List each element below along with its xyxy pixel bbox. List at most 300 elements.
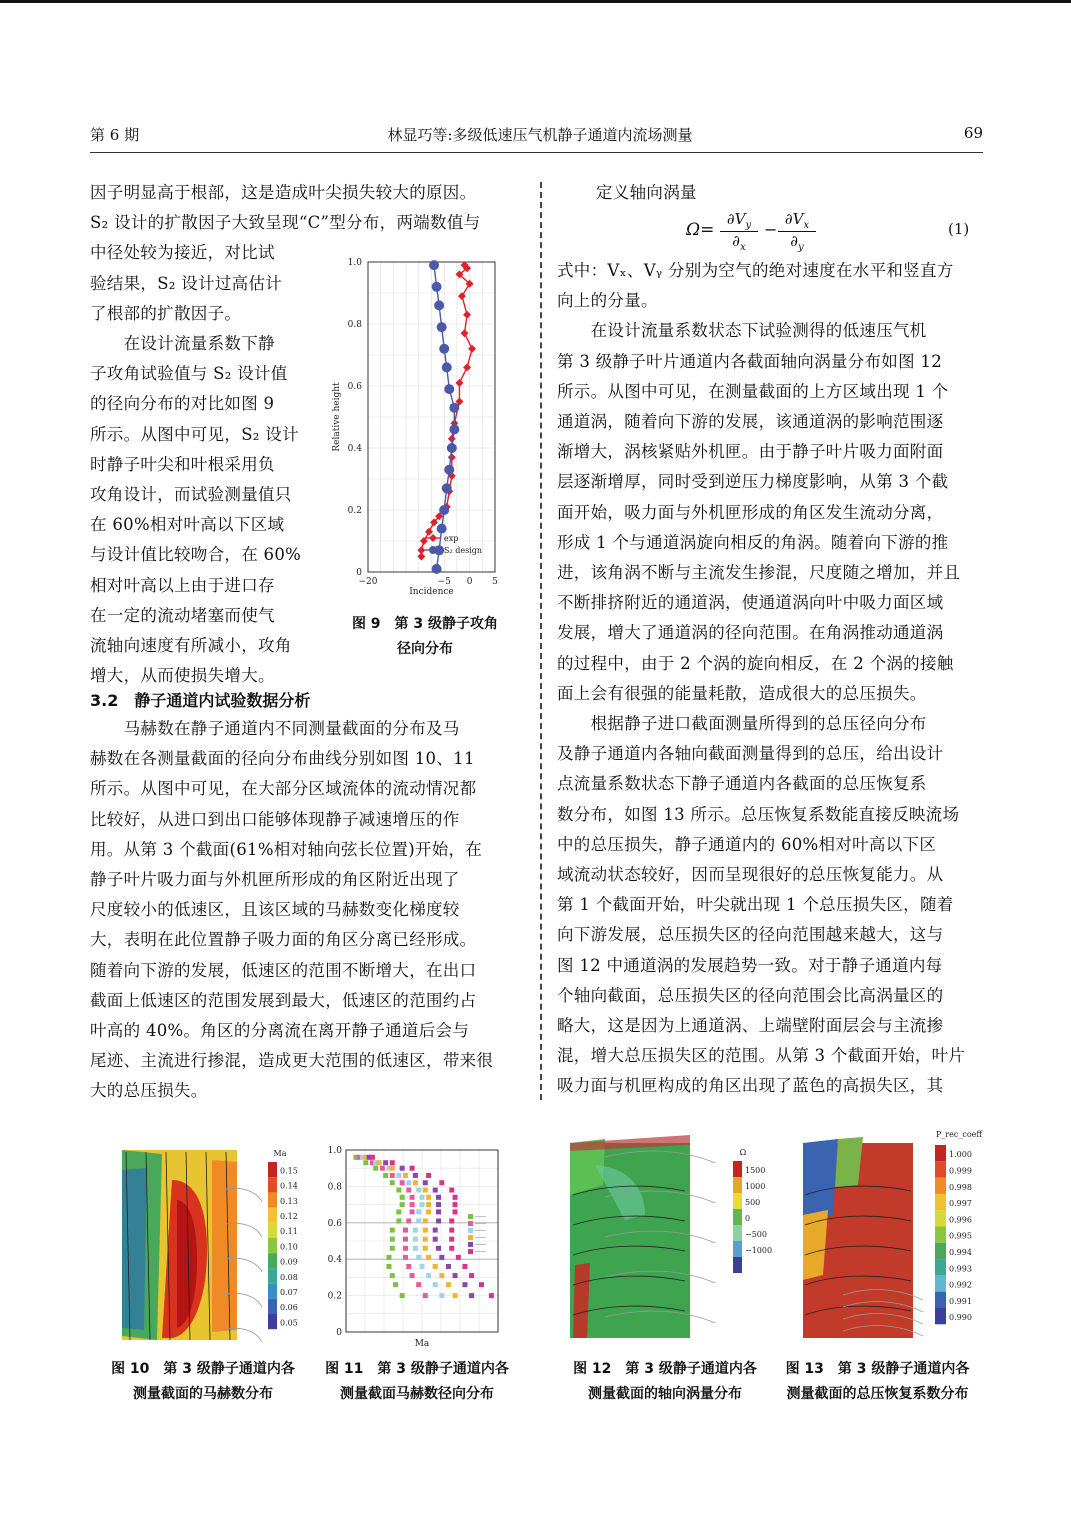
data-point [410,1209,415,1214]
data-point [390,1237,395,1242]
text-line: 第 1 个截面开始，叶尖就出现 1 个总压损失区，随着 [557,895,954,915]
y-tick-label: 0 [336,1328,342,1338]
data-point [469,1293,474,1298]
data-point [436,1209,441,1214]
data-point [413,1228,418,1233]
figure-12-vorticity-contour [565,1125,785,1345]
data-point [423,1218,428,1223]
text-line: 的径向分布的对比如图 9 [90,394,275,414]
text-line: 发展，增大了通道涡的径向范围。在角涡推动通道涡 [557,623,944,643]
figure-13-caption [770,1357,985,1407]
exp-point [461,329,469,337]
text-line: 叶高的 40%。角区的分离流在离开静子通道后会与 [90,1021,470,1040]
colorbar-label: 0.11 [280,1227,298,1237]
issue-number: 第 6 期 [90,126,140,144]
legend-s2-marker [429,546,437,554]
data-point [400,1293,405,1298]
text-line: 在一定的流动堵塞而使气 [90,605,275,625]
data-point [377,1160,382,1165]
colorbar-swatch [268,1192,277,1207]
x-axis-label: Ma [414,1339,430,1349]
colorbar-swatch [935,1275,946,1291]
text-line: 图 12 中通道涡的发展趋势一致。对于静子通道内每 [557,955,943,975]
colorbar-label: 0.09 [280,1257,298,1267]
equation-intro: 定义轴向涡量 [596,183,697,202]
data-point [420,1264,425,1269]
text-line: 数分布，如图 13 所示。总压恢复系数能直接反映流场 [557,804,960,824]
legend-s2-label: S₂ design [444,546,483,555]
figure-10-mach-contour [92,1140,312,1350]
colorbar-swatch [935,1292,946,1308]
data-point [449,1246,454,1251]
data-point [383,1160,388,1165]
data-point [403,1246,408,1251]
s2-point [449,403,459,413]
colorbar-swatch [733,1225,742,1241]
data-point [436,1195,441,1200]
data-point [416,1255,421,1260]
colorbar-swatch [935,1259,946,1275]
text-line: 及静子通道内各轴向截面测量得到的总压，给出设计 [557,744,944,764]
figure-11-caption-line2: 测量截面马赫数径向分布 [340,1386,494,1402]
data-point [426,1209,431,1214]
text-line: 所示。从图中可见，在大部分区域流体的流动情况都 [90,779,477,799]
data-point [462,1264,467,1269]
s2-point [442,362,452,372]
text-line: 马赫数在静子通道内不同测量截面的分布及马 [90,719,460,738]
data-point [403,1228,408,1233]
s2-point [449,424,459,434]
data-point [449,1237,454,1242]
colorbar-swatch [935,1243,946,1259]
data-point [380,1166,385,1171]
exp-point [448,435,456,443]
column-divider [540,182,542,1100]
s2-point [444,465,454,475]
top-rule [0,0,1071,3]
text-line: 截面上低速区的范围发展到最大，低速区的范围约占 [90,990,477,1010]
text-line: 混，增大总压损失区的范围。从第 3 个截面开始，叶片 [557,1046,966,1066]
data-point [439,1255,444,1260]
data-point [406,1188,411,1193]
data-point [406,1180,411,1185]
colorbar-swatch [935,1308,946,1324]
data-point [400,1202,405,1207]
figure-12-caption-line2: 测量截面的轴向涡量分布 [588,1386,742,1402]
x-tick-label: −5 [437,577,451,587]
data-point [469,1273,474,1278]
data-point [383,1173,388,1178]
data-point [400,1180,405,1185]
y-tick-label: 1.0 [327,1146,342,1156]
colorbar-label: 0.991 [949,1296,972,1306]
colorbar-label: 1.000 [949,1150,972,1160]
y-tick-label: 0 [356,568,362,578]
text-line: 略大，这是因为上通道涡、上端壁附面层会与主流掺 [557,1016,944,1035]
colorbar-label: 0.08 [280,1272,298,1282]
colorbar-swatch [268,1284,277,1299]
data-point [423,1237,428,1242]
data-point [403,1173,408,1178]
data-point [453,1209,458,1214]
data-point [433,1237,438,1242]
data-point [416,1209,421,1214]
colorbar-label: 0 [745,1214,751,1223]
data-point [426,1195,431,1200]
text-line: 向下游发展，总压损失区的径向范围越来越大，这与 [557,925,944,945]
y-axis-label: Relative height [332,382,342,452]
data-point [416,1282,421,1287]
colorbar-swatch [268,1268,277,1283]
data-point [386,1264,391,1269]
text-line: 与设计值比较吻合，在 60% [90,545,302,565]
text-line: 式中：Vₓ、Vᵧ 分别为空气的绝对速度在水平和竖直方 [557,261,954,280]
contour-region [803,1139,838,1221]
text-line: 赫数在各测量截面的径向分布曲线分别如图 10、11 [90,749,475,769]
s2-point [444,384,454,394]
s2-point [437,322,447,332]
figure-12-caption-line1: 图 12 第 3 级静子通道内各 [573,1361,757,1377]
text-line: 通道涡，随着向下游的发展，该通道涡的影响范围逐 [557,412,944,431]
colorbar-label: 0.14 [280,1181,298,1191]
colorbar-label: 0.13 [280,1196,298,1206]
data-point [489,1293,494,1298]
equation-lhs: Ω= [686,220,715,240]
colorbar-swatch [268,1253,277,1268]
colorbar-label: 0.997 [949,1199,972,1209]
colorbar-title: P_rec_coeff [935,1130,983,1139]
equation-fraction-1-denominator: $\partial_x$ [732,232,746,253]
colorbar-swatch [935,1194,946,1210]
text-line: 的过程中，由于 2 个涡的旋向相反，在 2 个涡的接触 [557,653,954,673]
equation-1 [686,210,986,260]
text-line: 点流量系数状态下静子通道内各截面的总压恢复系 [557,774,927,794]
colorbar-swatch [733,1209,742,1225]
s2-point [434,300,444,310]
s2-point [447,443,457,453]
data-point [396,1188,401,1193]
data-point [453,1195,458,1200]
data-point [416,1218,421,1223]
colorbar-swatch [268,1208,277,1223]
colorbar-label: 0.998 [949,1182,972,1192]
y-tick-label: 0.2 [347,506,362,516]
colorbar-swatch [733,1193,742,1209]
text-line: 个轴向截面，总压损失区的径向范围会比高涡量区的 [557,985,944,1005]
data-point [420,1195,425,1200]
data-point [410,1273,415,1278]
data-point [370,1155,375,1160]
data-point [439,1273,444,1278]
text-line: 因子明显高于根部，这是造成叶尖损失较大的原因。 [90,183,477,202]
text-line: 攻角设计，而试验测量值只 [90,485,292,504]
figure-13-pressure-recovery-contour [783,1125,983,1345]
data-point [426,1202,431,1207]
data-point [396,1218,401,1223]
text-line: 时静子叶尖和叶根采用负 [90,454,275,474]
figure-9-caption [325,612,525,662]
text-line: 根据静子进口截面测量所得到的总压径向分布 [557,714,927,733]
data-point [449,1228,454,1233]
colorbar-label: 0.12 [280,1212,298,1221]
figure-10-caption [88,1357,318,1407]
x-tick-label: 0 [466,577,473,587]
text-line: 验结果，S₂ 设计过高估计 [90,273,283,293]
text-line: 比较好，从进口到出口能够体现静子减速增压的作 [90,809,460,829]
text-line: 子攻角试验值与 S₂ 设计值 [90,364,288,384]
data-point [420,1202,425,1207]
text-line: 形成 1 个与通道涡旋向相反的角涡。随着向下游的推 [557,532,949,552]
data-point [390,1160,395,1165]
colorbar-label: −1000 [745,1246,773,1255]
data-point [416,1188,421,1193]
data-point [413,1237,418,1242]
figure-9-caption-line1: 图 9 第 3 级静子攻角 [351,616,499,632]
data-point [363,1160,368,1165]
figure-9-incidence-chart [325,250,525,610]
y-tick-label: 1.0 [347,258,362,268]
data-point [439,1293,444,1298]
colorbar-swatch [268,1314,277,1329]
data-point [396,1209,401,1214]
equation-fraction-1-numerator: $\partial V_y$ [720,210,758,232]
data-point [436,1246,441,1251]
data-point [426,1173,431,1178]
text-line: 随着向下游的发展，低速区的范围不断增大，在出口 [90,960,477,980]
text-line: 大，表明在此位置静子吸力面的角区分离已经形成。 [90,930,477,950]
exp-point [448,453,456,461]
data-point [403,1255,408,1260]
y-tick-label: 0.8 [347,320,362,330]
colorbar-swatch [935,1161,946,1177]
data-point [386,1255,391,1260]
data-point [406,1264,411,1269]
data-point [423,1180,428,1185]
data-point [423,1246,428,1251]
figure-12-caption [560,1357,770,1407]
text-line: S₂ 设计的扩散因子大致呈现“C”型分布，两端数值与 [90,213,481,233]
colorbar-label: −500 [745,1230,767,1239]
figure-13-caption-line2: 测量截面的总压恢复系数分布 [786,1386,969,1402]
data-point [446,1282,451,1287]
colorbar-label: 0.995 [949,1231,972,1241]
colorbar-label: 500 [745,1198,761,1207]
text-line: 域流动状态较好，因而呈现很好的总压恢复能力。从 [557,865,944,884]
data-point [410,1202,415,1207]
figure-11-mach-radial-chart [318,1140,518,1352]
data-point [436,1202,441,1207]
colorbar-label: 0.06 [280,1303,298,1313]
data-point [426,1273,431,1278]
data-point [426,1255,431,1260]
legend-exp-label: exp [444,534,459,543]
data-point [423,1293,428,1298]
data-point [446,1264,451,1269]
y-tick-label: 0.8 [327,1182,342,1193]
colorbar-label: 1000 [745,1182,766,1191]
y-tick-label: 0.4 [327,1255,342,1266]
colorbar-swatch [268,1177,277,1192]
data-point [456,1255,461,1260]
colorbar-label: 0.994 [949,1248,972,1258]
data-point [390,1273,395,1278]
equation-minus: − [764,220,778,239]
text-line: 相对叶高以上由于进口存 [90,575,275,595]
y-tick-label: 0.6 [347,382,362,392]
colorbar-title: Ma [273,1149,287,1158]
colorbar-title: Ω [739,1148,747,1157]
legend-marker [468,1221,473,1226]
data-point [410,1195,415,1200]
colorbar-label: 0.15 [280,1166,298,1176]
data-point [390,1166,395,1171]
text-line: 中的总压损失，静子通道内的 60%相对叶高以下区 [557,834,937,854]
text-line: 吸力面与机匣构成的角区出现了蓝色的高损失区，其 [557,1076,944,1096]
data-point [439,1180,444,1185]
legend-marker [468,1228,473,1233]
data-point [436,1218,441,1223]
s2-point [429,260,439,270]
page-number: 69 [963,124,983,142]
equation-fraction-2-denominator: $\partial_y$ [790,232,804,253]
colorbar-label: 1500 [745,1166,766,1175]
y-tick-label: 0.6 [327,1218,342,1229]
text-line: 了根部的扩散因子。 [90,303,242,323]
data-point [373,1166,378,1171]
data-point [479,1282,484,1287]
data-point [390,1173,395,1178]
legend-marker [468,1249,473,1254]
text-line: 不断排挤附近的通道涡，使通道涡向叶中吸力面区域 [557,593,944,613]
text-line: 在 60%相对叶高以下区域 [90,515,285,535]
text-line: 流轴向速度有所减小，攻角 [90,636,292,655]
text-line: 所示。从图中可见，在测量截面的上方区域出现 1 个 [557,381,949,401]
text-line: 向上的分量。 [557,291,658,311]
colorbar-swatch [268,1238,277,1253]
contour-region [212,1160,237,1332]
data-point [390,1228,395,1233]
text-line: 尺度较小的低速区，且该区域的马赫数变化梯度较 [90,900,460,920]
colorbar-swatch [268,1223,277,1238]
y-tick-label: 0.4 [347,444,362,454]
colorbar-label: 0.999 [949,1166,972,1176]
figure-10-caption-line2: 测量截面的马赫数分布 [133,1386,273,1402]
data-point [449,1218,454,1223]
text-line: 层逐渐增厚，同时受到逆压力梯度影响，从第 3 个截 [557,472,949,492]
y-tick-label: 0.2 [327,1291,342,1302]
colorbar-swatch [935,1145,946,1161]
s2-point [437,524,447,534]
s2-point [432,564,442,574]
figure-11-caption-line1: 图 11 第 3 级静子通道内各 [325,1361,509,1377]
colorbar-swatch [733,1177,742,1193]
colorbar-swatch [733,1161,742,1177]
colorbar-swatch [935,1178,946,1194]
data-point [403,1237,408,1242]
data-point [393,1282,398,1287]
data-point [413,1173,418,1178]
text-line: 增大，从而使损失增大。 [90,666,275,686]
text-line: 所示。从图中可见，S₂ 设计 [90,424,299,444]
x-tick-label: 5 [492,577,498,587]
section-heading: 3.2 静子通道内试验数据分析 [90,691,311,710]
data-point [462,1282,467,1287]
colorbar-label: 0.05 [280,1318,298,1328]
text-line: 在设计流量系数状态下试验测得的低速压气机 [557,321,927,341]
legend-marker [468,1214,473,1219]
data-point [396,1173,401,1178]
data-point [423,1188,428,1193]
text-line: 在设计流量系数下静 [90,334,275,353]
data-point [400,1195,405,1200]
s2-point [442,483,452,493]
data-point [433,1228,438,1233]
equation-number: (1) [948,220,970,238]
colorbar-label: 0.990 [949,1313,972,1323]
colorbar-label: 0.996 [949,1215,972,1225]
data-point [400,1166,405,1171]
data-point [453,1293,458,1298]
data-point [433,1282,438,1287]
data-point [453,1202,458,1207]
equation-fraction-2-numerator: $\partial V_x$ [778,210,816,232]
text-line: 渐增大，涡核紧贴外机匣。由于静子叶片吸力面附面 [557,442,944,462]
text-line: 面开始，吸力面与外机匣形成的角区发生流动分离， [557,502,944,522]
text-line: 进，该角涡不断与主流发生掺混，尺度随之增加，并且 [557,563,961,582]
colorbar-swatch [935,1227,946,1243]
header-rule [90,152,983,153]
figure-13-caption-line1: 图 13 第 3 级静子通道内各 [785,1361,970,1377]
data-point [449,1188,454,1193]
figure-11-caption [312,1357,522,1407]
data-point [413,1180,418,1185]
colorbar-swatch [268,1299,277,1314]
s2-point [439,505,449,515]
figure-9-caption-line2: 径向分布 [397,641,453,657]
legend-marker [468,1242,473,1247]
legend-marker [468,1235,473,1240]
data-point [410,1166,415,1171]
data-point [413,1246,418,1251]
s2-point [432,282,442,292]
data-point [390,1246,395,1251]
text-line: 面上会有很强的能量耗散，造成很大的总压损失。 [557,683,927,703]
contour-region [122,1168,147,1330]
data-point [433,1188,438,1193]
data-point [453,1273,458,1278]
text-line: 静子叶片吸力面与外机匣所形成的角区附近出现了 [90,870,460,889]
colorbar-swatch [935,1210,946,1226]
text-line: 大的总压损失。 [90,1081,208,1101]
s2-point [439,344,449,354]
text-line: 尾迹、主流进行掺混，造成更大范围的低速区，带来很 [90,1051,494,1071]
data-point [423,1228,428,1233]
colorbar-label: 0.993 [949,1264,972,1274]
data-point [406,1218,411,1223]
colorbar-label: 0.992 [949,1280,972,1290]
data-point [433,1264,438,1269]
colorbar-swatch [733,1241,742,1257]
data-point [390,1180,395,1185]
colorbar-swatch [733,1257,742,1273]
colorbar-label: 0.10 [280,1242,298,1252]
figure-10-caption-line1: 图 10 第 3 级静子通道内各 [111,1361,295,1377]
exp-point [458,292,466,300]
colorbar-label: 0.07 [280,1288,298,1297]
colorbar-swatch [268,1162,277,1177]
text-line: 中径处较为接近，对比试 [90,243,275,263]
running-title: 林显巧等:多级低速压气机静子通道内流场测量 [387,126,693,144]
